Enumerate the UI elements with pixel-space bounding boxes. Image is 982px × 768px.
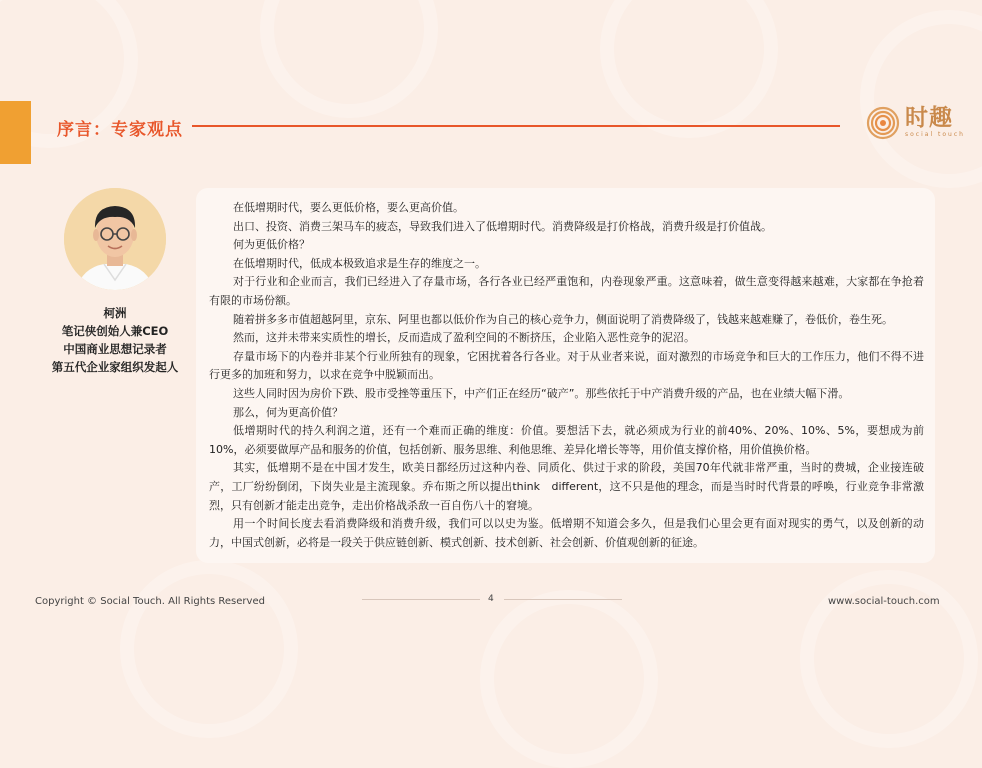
brand-logo [866, 106, 965, 140]
logo-tagline: social touch [905, 131, 965, 138]
watermark-ring [260, 0, 438, 118]
watermark-ring [480, 590, 658, 768]
footer-divider [504, 599, 622, 600]
watermark-ring [600, 0, 778, 138]
paragraph: 在低增期时代，要么更低价格，要么更高价值。 [233, 201, 464, 214]
paragraph: 用一个时间长度去看消费降级和消费升级，我们可以以史为鉴。低增期不知道会多久，但是我们心里会更有面对现实的勇气，以及创新的动力，中国式创新，必将是一段关于供应链创新、模式创新、技术创新、社会创新、价值观创新的征途。 [209, 517, 924, 549]
paragraph: 那么，何为更高价值？ [233, 405, 343, 419]
author-role: 第五代企业家组织发起人 [51, 360, 179, 374]
paragraph: 存量市场下的内卷并非某个行业所独有的现象，它困扰着各行各业。对于从业者来说，面对激烈的市场竞争和巨大的工作压力，他们不得不进行更多的加班和努力，以求在竞争中脱颖而出。 [209, 349, 924, 382]
footer-divider [362, 599, 480, 600]
paragraph: 这些人同时因为房价下跌、股市受挫等重压下，中产们正在经历“破产”。那些依托于中产消费升级的产品，也在业绩大幅下滑。 [233, 386, 850, 400]
website-link[interactable]: www.social-touch.com [828, 596, 940, 607]
accent-bar [0, 101, 31, 164]
paragraph: 其实，低增期不是在中国才发生，欧美日都经历过这种内卷、同质化、供过于求的阶段，美国70年代就非常严重，当时的费城，企业接连破产，工厂纷纷倒闭，下岗失业是主流现象。乔布斯之所以提出think different，这不只是他的理念，而是当时时代背景的呼唤，行业竞争非常激烈，只有创新才能走出竞争，走出价格战杀敌一百自伤八十的窘境。 [209, 461, 924, 512]
spiral-logo-icon [866, 106, 900, 140]
paragraph: 随着拼多多市值超越阿里，京东、阿里也都以低价作为自己的核心竞争力，侧面说明了消费降级了，钱越来越难赚了，卷低价，卷生死。 [233, 312, 893, 326]
paragraph: 然而，这并未带来实质性的增长，反而造成了盈利空间的不断挤压，企业陷入恶性竞争的泥沼。 [233, 331, 695, 345]
author-role: 中国商业思想记录者 [63, 342, 167, 356]
portrait-illustration [64, 188, 166, 290]
preface-text [209, 199, 924, 552]
page-title: 序言：专家观点 [57, 120, 183, 140]
watermark-ring [860, 10, 982, 188]
author-avatar [64, 188, 166, 290]
paragraph: 对于行业和企业而言，我们已经进入了存量市场，各行各业已经严重饱和，内卷现象严重。这意味着，做生意变得越来越难，大家都在争抢着有限的市场份额。 [209, 275, 924, 307]
author-info [20, 304, 210, 376]
paragraph: 低增期时代的持久利润之道，还有一个难而正确的维度：价值。要想活下去，就必须成为行业的前40%、20%、10%、5%，要想成为前10%，必须要做厚产品和服务的价值，包括创新、服务思维、利他思维、差异化增长等等，用价值支撑价格，用价值换价格。 [209, 424, 924, 456]
author-name: 柯洲 [103, 306, 127, 320]
logo-wordmark: 时趣 [905, 105, 953, 131]
paragraph: 出口、投资、消费三架马车的疲态，导致我们进入了低增期时代。消费降级是打价格战，消费升级是打价值战。 [233, 219, 772, 233]
paragraph: 何为更低价格？ [233, 238, 310, 252]
author-role: 笔记侠创始人兼CEO [61, 324, 169, 338]
page-number: 4 [488, 594, 494, 604]
title-divider [192, 125, 840, 127]
copyright-text: Copyright © Social Touch. All Rights Reserved [35, 596, 265, 607]
watermark-ring [120, 560, 298, 738]
paragraph: 在低增期时代，低成本极致追求是生存的维度之一。 [233, 256, 486, 270]
